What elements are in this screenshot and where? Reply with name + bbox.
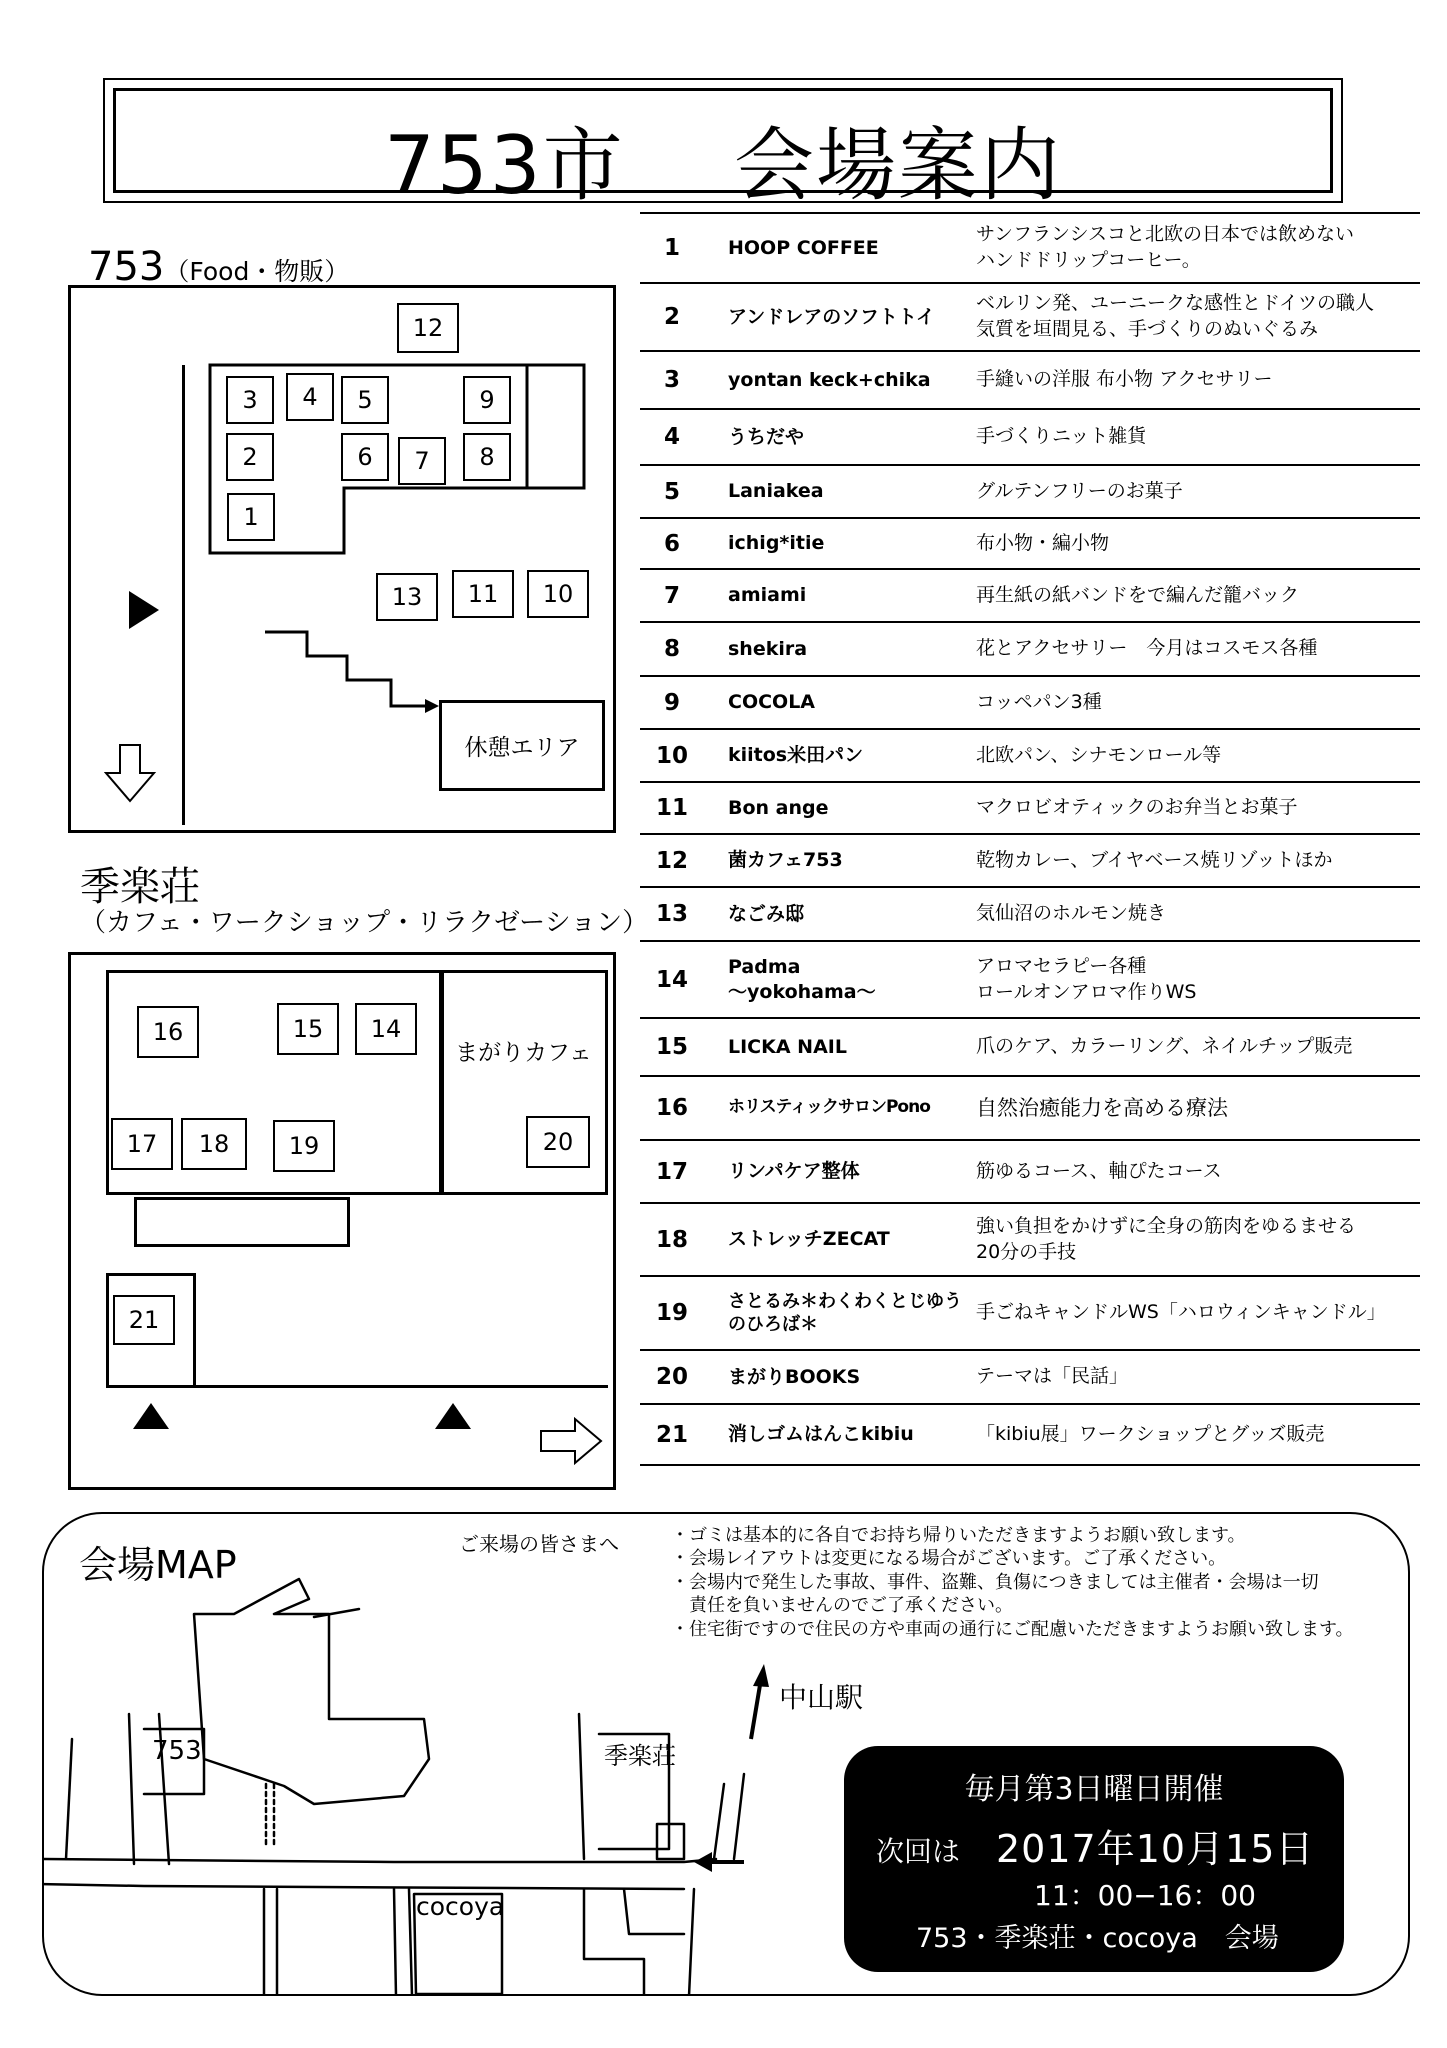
vendor-number: 14	[655, 966, 688, 993]
vendor-table	[640, 212, 1420, 1466]
table-row	[640, 940, 1420, 1017]
vendor-desc-line: 再生紙の紙バンドをで編んだ籠バック	[976, 583, 1300, 606]
section-753-sub: （Food・物販）	[164, 257, 350, 286]
vendor-name: リンパケア整体	[728, 1160, 860, 1183]
floor-map-kiraku	[68, 952, 616, 1490]
event-venues: 753・季楽荘・cocoya 会場	[916, 1923, 1279, 1954]
vendor-name: ichig*itie	[728, 532, 825, 555]
floor-map-753	[68, 285, 616, 833]
vendor-desc	[966, 1214, 1420, 1265]
vendor-desc-line: 強い負担をかけずに全身の筋肉をゆるませる	[976, 1214, 1357, 1237]
vendor-name: LICKA NAIL	[728, 1035, 847, 1058]
vendor-desc	[966, 367, 1420, 393]
table-row	[640, 621, 1420, 675]
vendor-name: さとるみ＊わくわくとじゆう のひろば＊	[728, 1290, 962, 1335]
event-time: 11：00−16：00	[1034, 1879, 1256, 1912]
booth-10: 10	[527, 570, 589, 618]
vendor-desc-line: 乾物カレー、ブイヤベース焼リゾットほか	[976, 848, 1333, 871]
vendor-desc	[966, 690, 1420, 716]
event-info-box	[844, 1746, 1344, 1972]
vendor-desc-line: サンフランシスコと北欧の日本では飲めない	[976, 223, 1355, 246]
venue-map-section	[42, 1512, 1410, 1996]
right-arrow-icon	[539, 1417, 603, 1465]
vendor-number: 1	[663, 235, 680, 261]
vendor-number: 17	[655, 1158, 688, 1185]
vendor-desc-line: 気仙沼のホルモン焼き	[976, 902, 1167, 925]
vendor-number: 19	[655, 1300, 688, 1326]
booth-20: 20	[526, 1116, 590, 1168]
vendor-desc	[966, 424, 1420, 450]
section-kiraku-heading: 季楽荘	[80, 864, 200, 910]
rest-area-label: 休憩エリア	[464, 735, 580, 761]
vendor-desc	[966, 583, 1420, 609]
vendor-desc	[966, 901, 1420, 927]
vendor-number: 18	[655, 1226, 688, 1253]
vendor-number: 8	[663, 636, 680, 662]
vendor-name: Laniakea	[728, 480, 824, 503]
page-title: 753市 会場案内	[383, 119, 1063, 212]
vendor-desc	[966, 954, 1420, 1005]
vendor-name: COCOLA	[728, 691, 816, 714]
vendor-number: 21	[655, 1421, 688, 1448]
table-row	[640, 1403, 1420, 1466]
vendor-desc-line: 北欧パン、シナモンロール等	[976, 743, 1222, 766]
kiraku-annex	[134, 1197, 350, 1247]
vendor-number: 13	[655, 901, 688, 927]
vendor-name: まがりBOOKS	[728, 1365, 861, 1388]
booth-7: 7	[398, 437, 446, 485]
vendor-desc	[966, 636, 1420, 662]
vendor-name: amiami	[728, 584, 807, 607]
table-row	[640, 464, 1420, 517]
table-row	[640, 886, 1420, 940]
booth-1: 1	[227, 493, 275, 541]
vendor-desc-line: アロマセラピー各種	[976, 954, 1147, 977]
title-frame	[103, 78, 1343, 212]
booth-21: 21	[113, 1295, 175, 1345]
vendor-name: アンドレアのソフトトイ	[728, 305, 935, 328]
vendor-number: 3	[663, 367, 680, 393]
map-label-station: 中山駅	[779, 1681, 864, 1714]
vendor-number: 20	[655, 1364, 688, 1390]
notice-item: ・ゴミは基本的に各自でお持ち帰りいただきますようお願い致します。	[671, 1525, 1246, 1546]
vendor-desc	[966, 848, 1420, 874]
vendor-desc-line: 花とアクセサリー 今月はコスモス各種	[976, 637, 1318, 660]
vendor-number: 15	[655, 1034, 688, 1060]
notice-item: ・住宅街ですので住民の方や車両の通行にご配慮いただきますようお願い致します。	[671, 1618, 1354, 1640]
vendor-desc	[966, 1300, 1420, 1326]
vendor-desc-line: 「kibiu展」ワークショップとグッズ販売	[976, 1422, 1325, 1445]
vendor-number: 6	[663, 530, 680, 557]
section-753-name: 753	[88, 244, 165, 290]
event-next-label: 次回は	[876, 1835, 961, 1868]
vendor-number: 2	[663, 304, 680, 330]
entrance-triangle-icon	[435, 1403, 471, 1429]
vendor-desc-line: ロールオンアロマ作りWS	[976, 980, 1197, 1003]
vendor-name: kiitos米田パン	[728, 744, 864, 767]
vendor-name: なごみ邸	[728, 902, 805, 925]
booth-6: 6	[341, 433, 389, 481]
notice-heading: ご来場の皆さまへ	[459, 1532, 619, 1556]
booth-15: 15	[277, 1003, 339, 1055]
notice-item: ・会場レイアウトは変更になる場合がございます。ご了承ください。	[671, 1548, 1227, 1570]
vendor-desc	[966, 291, 1420, 342]
table-row	[640, 675, 1420, 728]
table-row	[640, 568, 1420, 621]
vendor-number: 11	[655, 795, 688, 821]
vendor-desc	[966, 1094, 1420, 1122]
table-row	[640, 781, 1420, 833]
booth-9: 9	[463, 376, 511, 424]
map-label-753: 753	[152, 1736, 202, 1766]
table-row	[640, 1075, 1420, 1139]
table-row	[640, 408, 1420, 464]
map-label-cocoya: cocoya	[416, 1892, 505, 1921]
entrance-triangle-icon	[133, 1403, 169, 1429]
vendor-desc-line: コッペパン3種	[976, 690, 1102, 713]
booth-4: 4	[286, 373, 334, 421]
vendor-desc	[966, 1159, 1420, 1185]
vendor-desc-line: 手ごねキャンドルWS「ハロウィンキャンドル」	[976, 1301, 1386, 1324]
vendor-desc-line: 気質を垣間見る、手づくりのぬいぐるみ	[976, 318, 1319, 340]
vendor-desc	[966, 222, 1420, 273]
notice-item: 責任を負いませんのでご了承ください。	[671, 1595, 1013, 1617]
vendor-name: 菌カフェ753	[728, 849, 843, 872]
table-row	[640, 212, 1420, 282]
title-inner-frame	[113, 88, 1333, 212]
booth-13: 13	[376, 573, 438, 621]
booth-18: 18	[181, 1118, 247, 1170]
table-row	[640, 1349, 1420, 1403]
table-row	[640, 282, 1420, 350]
vendor-desc-line: マクロビオティックのお弁当とお菓子	[976, 796, 1298, 819]
vendor-number: 16	[655, 1095, 688, 1121]
vendor-desc-line: ハンドドリップコーヒー。	[976, 249, 1201, 271]
map-title: 会場MAP	[79, 1543, 237, 1587]
vendor-name: 消しゴムはんこkibiu	[728, 1423, 914, 1446]
vendor-desc-line: グルテンフリーのお菓子	[976, 479, 1183, 502]
vendor-desc-line: 筋ゆるコース、軸ぴたコース	[976, 1159, 1222, 1182]
vendor-number: 9	[663, 689, 680, 716]
booth-11: 11	[452, 570, 514, 618]
street-line	[195, 1385, 608, 1388]
vendor-desc	[966, 1034, 1420, 1060]
vendor-desc-line: ベルリン発、ユーニークな感性とドイツの職人	[976, 292, 1375, 315]
vendor-desc-line: テーマは「民話」	[976, 1365, 1129, 1388]
event-schedule: 毎月第3日曜日開催	[964, 1772, 1224, 1807]
vendor-name: ホリスティックサロンPono	[728, 1097, 930, 1118]
table-row	[640, 728, 1420, 781]
booth-8: 8	[463, 433, 511, 481]
vendor-desc	[966, 743, 1420, 769]
vendor-number: 12	[655, 847, 688, 874]
table-row	[640, 1017, 1420, 1075]
vendor-desc	[966, 479, 1420, 505]
booth-16: 16	[137, 1006, 199, 1058]
magari-cafe-label: まがりカフェ	[455, 1039, 592, 1066]
event-next-date: 2017年10月15日	[996, 1827, 1315, 1871]
notice-item: ・会場内で発生した事故、事件、盗難、負傷につきましては主催者・会場は一切	[671, 1571, 1319, 1593]
vendor-desc-line: 20分の手技	[976, 1240, 1077, 1263]
table-row	[640, 1139, 1420, 1202]
table-row	[640, 1275, 1420, 1349]
booth-12: 12	[397, 303, 459, 353]
table-row	[640, 1202, 1420, 1275]
vendor-name: yontan keck+chika	[728, 368, 931, 391]
vendor-number: 10	[655, 742, 688, 769]
vendor-desc-line: 布小物・編小物	[976, 531, 1110, 554]
vendor-number: 5	[663, 478, 680, 505]
vendor-desc-line: 手縫いの洋服 布小物 アクセサリー	[976, 368, 1273, 391]
vendor-number: 7	[663, 582, 680, 609]
vendor-desc	[966, 531, 1420, 557]
vendor-name: shekira	[728, 637, 808, 660]
booth-14: 14	[355, 1003, 417, 1055]
booth-17: 17	[111, 1118, 173, 1170]
table-row	[640, 350, 1420, 408]
vendor-desc-line: 自然治癒能力を高める療法	[976, 1095, 1228, 1120]
booth-3: 3	[226, 376, 274, 424]
vendor-name: Padma ～yokohama～	[728, 956, 876, 1003]
vendor-desc	[966, 795, 1420, 821]
vendor-desc-line: 手づくりニット雑貨	[976, 425, 1147, 448]
section-kiraku-sub: （カフェ・ワークショップ・リラクゼーション）	[80, 908, 649, 938]
vendor-name: うちだや	[728, 425, 805, 448]
vendor-name: ストレッチZECAT	[728, 1228, 890, 1251]
section-753-heading	[88, 244, 349, 290]
table-row	[640, 833, 1420, 886]
map-label-kiraku: 季楽荘	[604, 1742, 676, 1770]
booth-2: 2	[226, 433, 274, 481]
vendor-desc-line: 爪のケア、カラーリング、ネイルチップ販売	[976, 1035, 1353, 1058]
vendor-number: 4	[663, 424, 680, 450]
vendor-desc	[966, 1364, 1420, 1390]
booth-5: 5	[341, 376, 389, 424]
vendor-name: Bon ange	[728, 796, 829, 819]
booth-19: 19	[273, 1120, 335, 1172]
vendor-name: HOOP COFFEE	[728, 236, 879, 259]
table-row	[640, 517, 1420, 568]
vendor-desc	[966, 1422, 1420, 1448]
